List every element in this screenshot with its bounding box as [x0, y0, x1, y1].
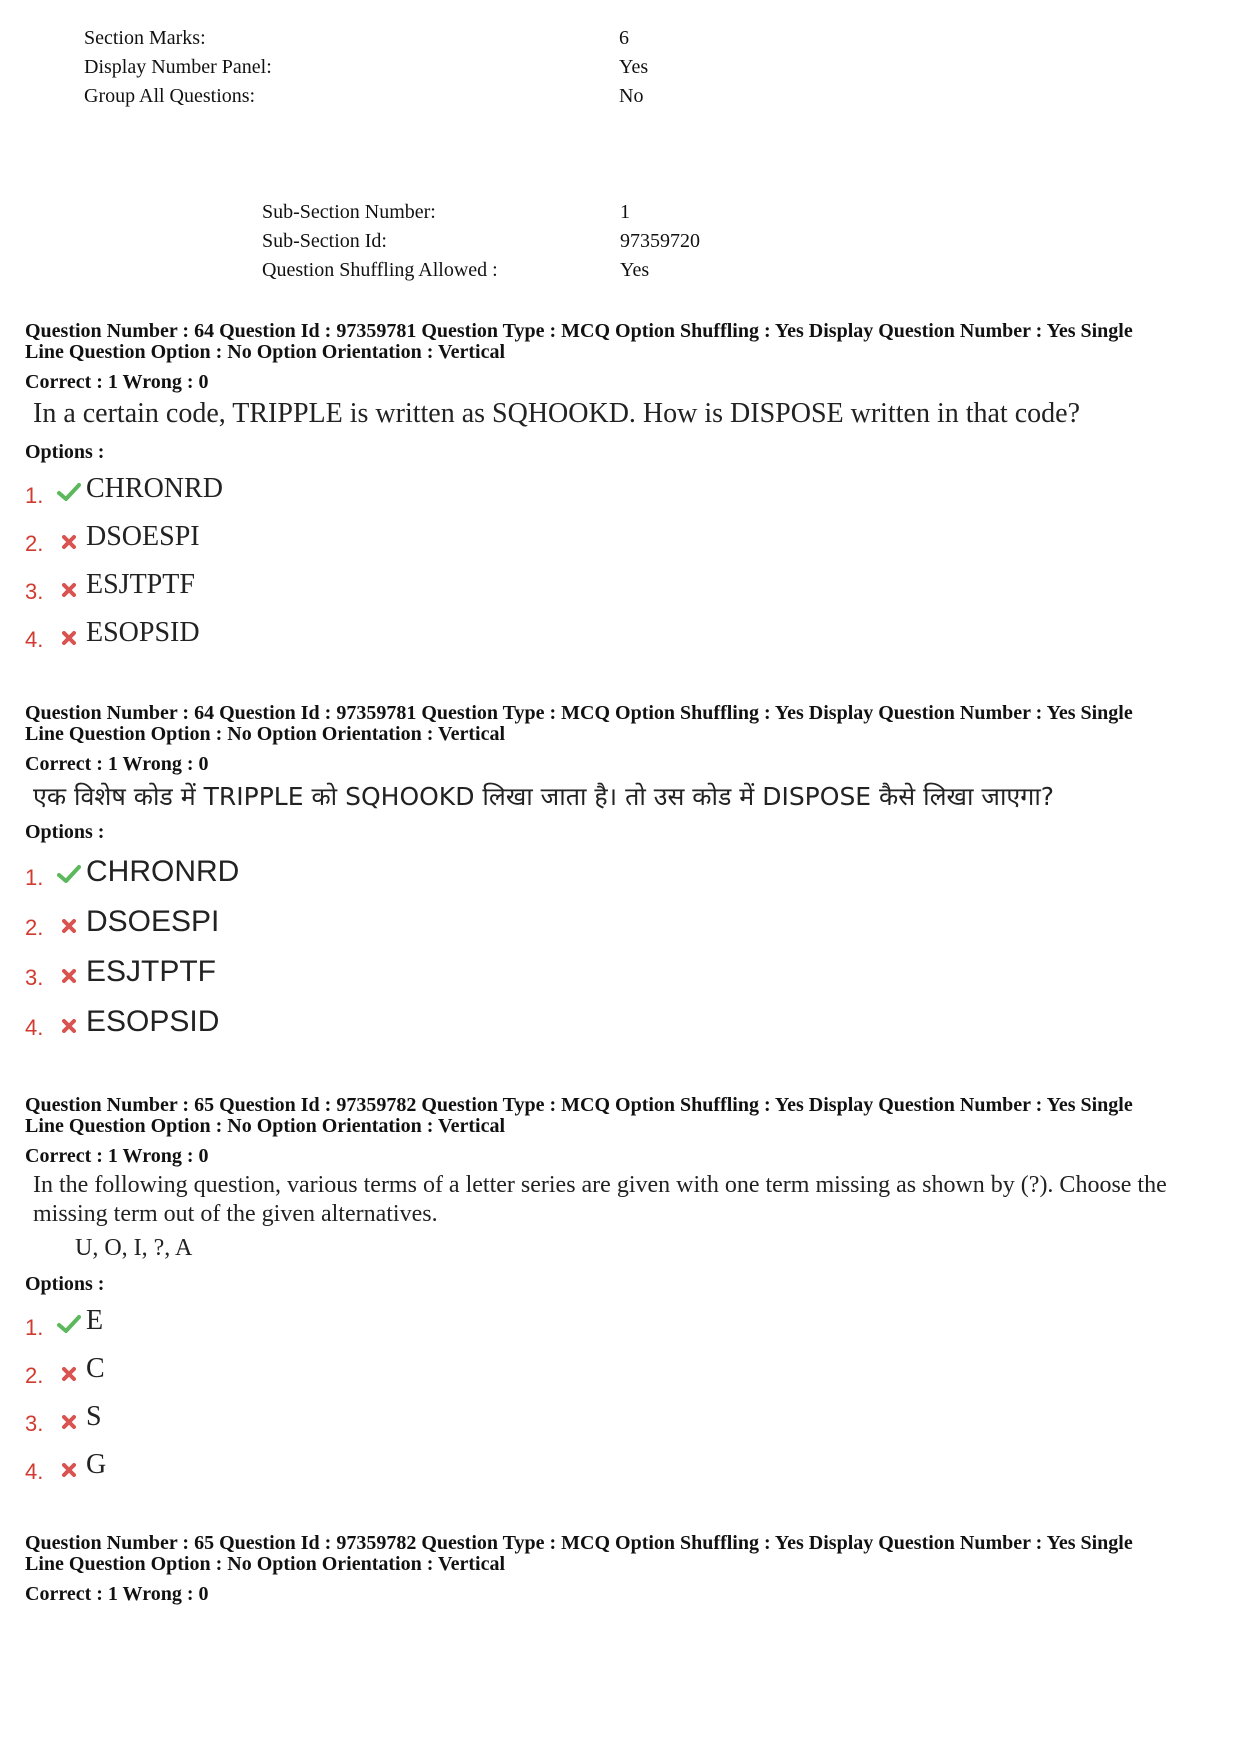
question-meta-line: Line Question Option : No Option Orientation : Vertical — [25, 1115, 506, 1137]
section-marks-value: 6 — [619, 27, 629, 49]
display-number-panel-row — [84, 53, 648, 82]
question-shuffling-value: Yes — [620, 259, 650, 281]
question-meta-line: Question Number : 64 Question Id : 97359781 Question Type : MCQ Option Shuffling : Yes Display Question Number : Yes Single — [25, 702, 1133, 724]
question-shuffling-label: Question Shuffling Allowed : — [262, 259, 498, 281]
question-meta-line: Line Question Option : No Option Orientation : Vertical — [25, 341, 506, 363]
question-score: Correct : 1 Wrong : 0 — [25, 371, 209, 393]
section-info — [84, 24, 648, 111]
options-list — [25, 1295, 1210, 1487]
question-block — [25, 703, 1210, 1043]
question-score: Correct : 1 Wrong : 0 — [25, 1583, 209, 1605]
section-marks-row — [84, 24, 648, 53]
option-item — [25, 1343, 1210, 1391]
check-icon — [52, 483, 86, 501]
option-item — [25, 993, 1210, 1043]
subsection-id-value: 97359720 — [620, 230, 700, 252]
question-text: एक विशेष कोड में TRIPPLE को SQHOOKD लिखा जाता है। तो उस कोड में DISPOSE कैसे लिखा जाएगा? — [33, 782, 1055, 811]
question-score: Correct : 1 Wrong : 0 — [25, 753, 209, 775]
option-text: ESOPSID — [86, 617, 200, 648]
option-item — [25, 843, 1210, 893]
question-meta-line: Question Number : 65 Question Id : 97359782 Question Type : MCQ Option Shuffling : Yes Display Question Number : Yes Single — [25, 1094, 1133, 1116]
option-number: 4. — [25, 1015, 44, 1040]
group-all-questions-row — [84, 82, 648, 111]
question-block — [25, 1533, 1210, 1605]
group-all-questions-label: Group All Questions: — [84, 85, 256, 107]
options-list — [25, 843, 1210, 1043]
option-number: 1. — [25, 1315, 44, 1340]
question-meta-line: Question Number : 65 Question Id : 97359782 Question Type : MCQ Option Shuffling : Yes Display Question Number : Yes Single — [25, 1532, 1133, 1554]
question-meta — [25, 1533, 1210, 1575]
question-meta — [25, 321, 1210, 363]
option-item — [25, 893, 1210, 943]
question-meta-line: Question Number : 64 Question Id : 97359781 Question Type : MCQ Option Shuffling : Yes Display Question Number : Yes Single — [25, 320, 1133, 342]
cross-icon — [52, 1415, 86, 1429]
option-item — [25, 943, 1210, 993]
question-text: In the following question, various terms of a letter series are given with one term missing as shown by (?). Choose the missing term out of the given alternatives. — [33, 1172, 1167, 1227]
question-block — [25, 321, 1210, 655]
cross-icon — [52, 535, 86, 549]
option-text: E — [86, 1305, 104, 1336]
section-marks-label: Section Marks: — [84, 27, 206, 49]
option-number: 2. — [25, 1363, 44, 1388]
option-number: 3. — [25, 1411, 44, 1436]
cross-icon — [52, 1463, 86, 1477]
option-text: DSOESPI — [86, 521, 200, 552]
option-text: ESJTPTF — [86, 569, 195, 600]
option-number: 4. — [25, 627, 44, 652]
option-number: 1. — [25, 483, 44, 508]
subsection-id-label: Sub-Section Id: — [262, 230, 387, 252]
option-number: 3. — [25, 579, 44, 604]
option-number: 4. — [25, 1459, 44, 1484]
option-number: 1. — [25, 865, 44, 890]
option-item — [25, 607, 1210, 655]
question-meta — [25, 1095, 1210, 1137]
option-text: G — [86, 1449, 107, 1480]
option-item — [25, 1439, 1210, 1487]
cross-icon — [52, 583, 86, 597]
subsection-number-row — [262, 198, 700, 227]
check-icon — [52, 1315, 86, 1333]
cross-icon — [52, 919, 86, 933]
option-text: S — [86, 1401, 102, 1432]
group-all-questions-value: No — [619, 85, 644, 107]
question-score: Correct : 1 Wrong : 0 — [25, 1145, 209, 1167]
option-text: CHRONRD — [86, 473, 223, 504]
question-text: In a certain code, TRIPPLE is written as SQHOOKD. How is DISPOSE written in that code? — [33, 398, 1080, 429]
subsection-number-label: Sub-Section Number: — [262, 201, 436, 223]
option-text: CHRONRD — [86, 855, 240, 888]
question-block — [25, 1095, 1210, 1487]
cross-icon — [52, 969, 86, 983]
question-meta — [25, 703, 1210, 745]
subsection-id-row — [262, 227, 700, 256]
options-heading: Options : — [25, 821, 105, 843]
cross-icon — [52, 631, 86, 645]
question-meta-line: Line Question Option : No Option Orientation : Vertical — [25, 723, 506, 745]
option-item — [25, 463, 1210, 511]
options-list — [25, 463, 1210, 655]
display-number-panel-value: Yes — [619, 56, 649, 78]
letter-series: U, O, I, ?, A — [75, 1235, 193, 1261]
subsection-number-value: 1 — [620, 201, 630, 223]
option-item — [25, 1391, 1210, 1439]
option-item — [25, 1295, 1210, 1343]
question-shuffling-row — [262, 256, 700, 285]
options-heading: Options : — [25, 441, 105, 463]
option-number: 3. — [25, 965, 44, 990]
option-number: 2. — [25, 531, 44, 556]
option-text: DSOESPI — [86, 905, 220, 938]
question-meta-line: Line Question Option : No Option Orientation : Vertical — [25, 1553, 506, 1575]
check-icon — [52, 865, 86, 883]
option-text: ESOPSID — [86, 1005, 220, 1038]
subsection-info — [262, 198, 700, 285]
options-heading: Options : — [25, 1273, 105, 1295]
cross-icon — [52, 1019, 86, 1033]
display-number-panel-label: Display Number Panel: — [84, 56, 272, 78]
option-item — [25, 511, 1210, 559]
cross-icon — [52, 1367, 86, 1381]
option-number: 2. — [25, 915, 44, 940]
option-item — [25, 559, 1210, 607]
option-text: C — [86, 1353, 105, 1384]
option-text: ESJTPTF — [86, 955, 217, 988]
